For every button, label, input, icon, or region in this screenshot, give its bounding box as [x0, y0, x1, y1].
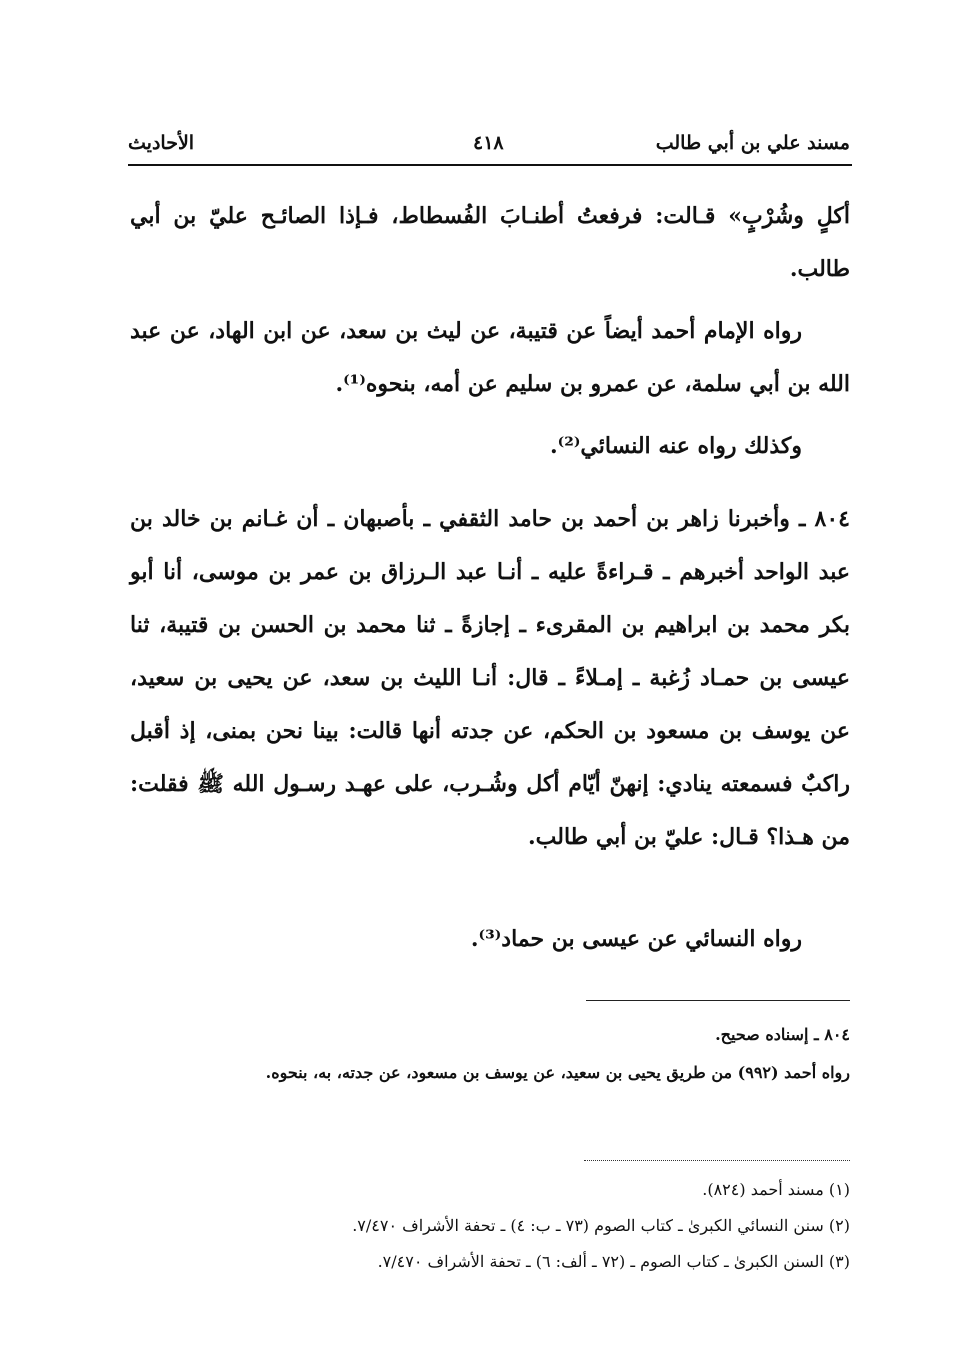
header-book-title: مسند علي بن أبي طالب [655, 132, 850, 154]
paragraph-narration-isa: رواه النسائي عن عيسى بن حماد⁽³⁾. [470, 926, 802, 952]
footnote-1: (١) مسند أحمد (٨٢٤). [702, 1180, 850, 1199]
paragraph-narration-ahmad: رواه الإمام أحمد أيضاً عن قتيبة، عن ليث بن سعد، عن ابن الهاد، عن عبد الله بن أبي سلمة، عن عمرو بن سليم عن أمه، بنحوه⁽¹⁾. [130, 318, 850, 397]
header-rule [128, 164, 852, 166]
footnote-2: (٢) سنن النسائي الكبرىٰ ـ كتاب الصوم (٧٣ ـ ب: ٤) ـ تحفة الأشراف ٧/٤٧٠. [352, 1216, 850, 1235]
page-number: ٤١٨ [473, 132, 504, 154]
paragraph-narration-nasai: وكذلك رواه عنه النسائي⁽²⁾. [550, 433, 802, 459]
header-section-title: الأحاديث [128, 132, 195, 154]
commentary-source: رواه أحمد (٩٩٢) من طريق يحيى بن سعيد، عن يوسف بن مسعود، عن جدته، به، بنحوه. [265, 1063, 850, 1082]
commentary-grade: ٨٠٤ ـ إسناده صحيح. [715, 1025, 850, 1044]
footnote-separator [584, 1160, 850, 1161]
hadith-804: ٨٠٤ ـ وأخبرنا زاهر بن أحمد بن حامد الثقفي ـ بأصبهان ـ أن غـانم بن خالد بن عبد الواحد أخبرهم ـ قـراءةً عليه ـ أنـا عبد الـرزاق بن عمر بن موسى، أنا أبو بكر محمد بن ابراهيم بن المقرىء ـ إجازةً ـ ثنا محمد بن الحسن بن قتيبة، ثنا عيسى بن حمـاد زُغبة ـ إمـلاءً ـ قال: أنـا الليث بن سعد، عن يحيى بن سعيد، عن يوسف بن مسعود بن الحكم، عن جدته أنها قالت: بينا نحن بمنى، إذ أقبل راكبٌ فسمعته ينادي: إنهنّ أيّام أكل وشُـرب، على عهـد رسـول الله ﷺ فقلت: من هـذا؟ قـال: عليّ بن أبي طالب. [130, 506, 850, 850]
commentary-separator [586, 1000, 850, 1001]
running-header [128, 128, 850, 162]
paragraph-continuation: أكلٍ وشُرْبٍ» قـالت: فرفعتُ أطنـابَ الفُسطاط، فـإذا الصائـح عليّ بن أبي طالب. [130, 203, 850, 282]
footnote-3: (٣) السنن الكبرىٰ ـ كتاب الصوم ـ (٧٢ ـ ألف: ٦) ـ تحفة الأشراف ٧/٤٧٠. [377, 1252, 850, 1271]
